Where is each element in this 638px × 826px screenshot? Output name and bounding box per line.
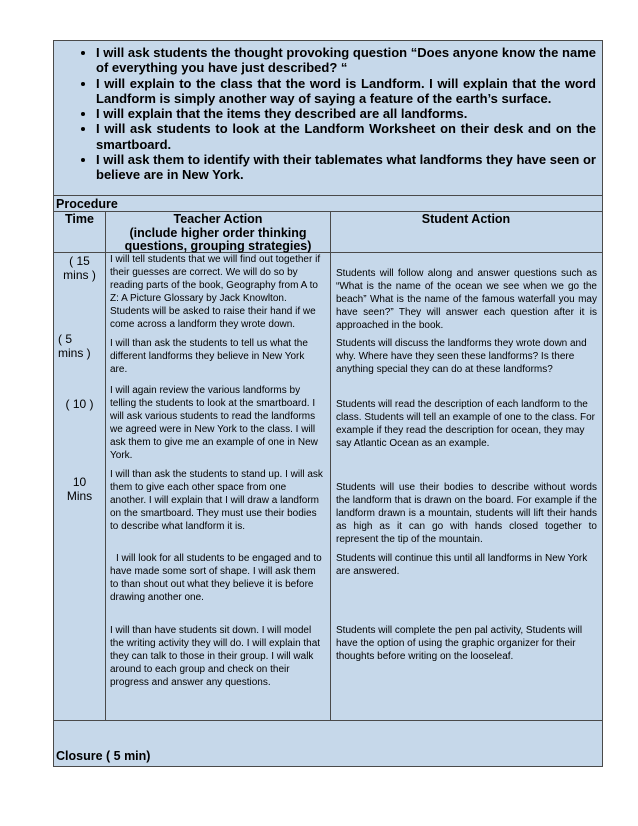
table-bottom-rule xyxy=(54,720,602,721)
intro-bullet: • I will ask students to look at the Landform Worksheet on their desk and on the smartboard. xyxy=(96,121,596,152)
time-cell: ( 15 mins ) xyxy=(63,254,96,282)
teacher-action-cell: I will than have students sit down. I will model the writing activity they will do. I will explain that they can talk to those in their group. I will walk around to each group and check on their progress and answer any questions. xyxy=(110,625,321,688)
student-action-cell: Students will follow along and answer questions such as “What is the name of the ocean we see when we go the beach” What is the name of the famous waterfall you may have seen?” They will answer each question after it is approached in the book. xyxy=(336,268,597,331)
closure-heading: Closure ( 5 min) xyxy=(56,749,151,763)
student-action-cell: Students will continue this until all landforms in New York are answered. xyxy=(336,553,588,577)
teacher-action-cell: I will tell students that we will find out together if their guesses are correct. We will do so by reading parts of the book, Geography from A to Z: A Picture Glossary by Jack Knowlton. Students will be asked to raise their hand if we come across a landform they wrote down. xyxy=(110,254,321,330)
intro-bullet-list xyxy=(54,41,602,183)
column-divider xyxy=(330,211,331,720)
student-action-cell: Students will use their bodies to describe without words the landform that is drawn on the board. For example if the landform drawn is a mountain, students will lift their hands as high as it can go with hands closed together to represent the tip of the mountain. xyxy=(336,482,597,545)
student-action-cell: Students will read the description of each landform to the class. Students will tell an example of one to the class. For example if they read the description for ocean, they may say Atlantic Ocean as an example. xyxy=(336,399,596,449)
intro-bullet: • I will explain to the class that the word is Landform. I will explain that the word Landform is simply another way of saying a feature of the earth’s surface. xyxy=(96,76,596,107)
intro-bullet: • I will ask them to identify with their tablemates what landforms they have seen or believe are in New York. xyxy=(96,152,596,183)
intro-section xyxy=(54,41,602,196)
time-cell: ( 10 ) xyxy=(65,397,94,411)
teacher-action-cell: I will than ask the students to stand up. I will ask them to give each other space from one another. I will explain that I will draw a landform on the smartboard. They must use their bodies to describe what landform it is. xyxy=(110,469,323,532)
lesson-plan-frame xyxy=(53,40,603,767)
header-time: Time xyxy=(65,212,94,226)
teacher-action-cell: I will than ask the students to tell us what the different landforms they believe in New York are. xyxy=(110,338,308,375)
student-action-cell: Students will discuss the landforms they wrote down and why. Where have they seen these landforms? Is there anything special they can do at these landforms? xyxy=(336,338,587,375)
header-teacher-action: Teacher Action (include higher order thinking questions, grouping strategies) xyxy=(124,212,312,253)
student-action-cell: Students will complete the pen pal activity, Students will have the option of using the graphic organizer for their thoughts before writing on the looseleaf. xyxy=(336,625,583,662)
intro-bullet: • I will explain that the items they described are all landforms. xyxy=(96,106,596,121)
intro-bullet: • I will ask students the thought provoking question “Does anyone know the name of everything you have just described? “ xyxy=(96,45,596,76)
procedure-table xyxy=(54,211,602,720)
time-cell: ( 5 mins ) xyxy=(58,332,91,360)
procedure-heading: Procedure xyxy=(56,197,118,211)
column-divider xyxy=(105,211,106,720)
teacher-action-cell: I will look for all students to be engaged and to have made some sort of shape. I will ask them to than shout out what they believe it is before drawing another one. xyxy=(110,553,322,603)
time-cell: 10 Mins xyxy=(66,475,93,503)
table-top-rule xyxy=(54,211,602,212)
teacher-action-cell: I will again review the various landforms by telling the students to look at the smartboard. I will ask various students to read the landforms we agreed were in New York to the class. I will ask them to give me an example of one in New York. xyxy=(110,385,318,461)
header-student-action: Student Action xyxy=(421,212,511,226)
